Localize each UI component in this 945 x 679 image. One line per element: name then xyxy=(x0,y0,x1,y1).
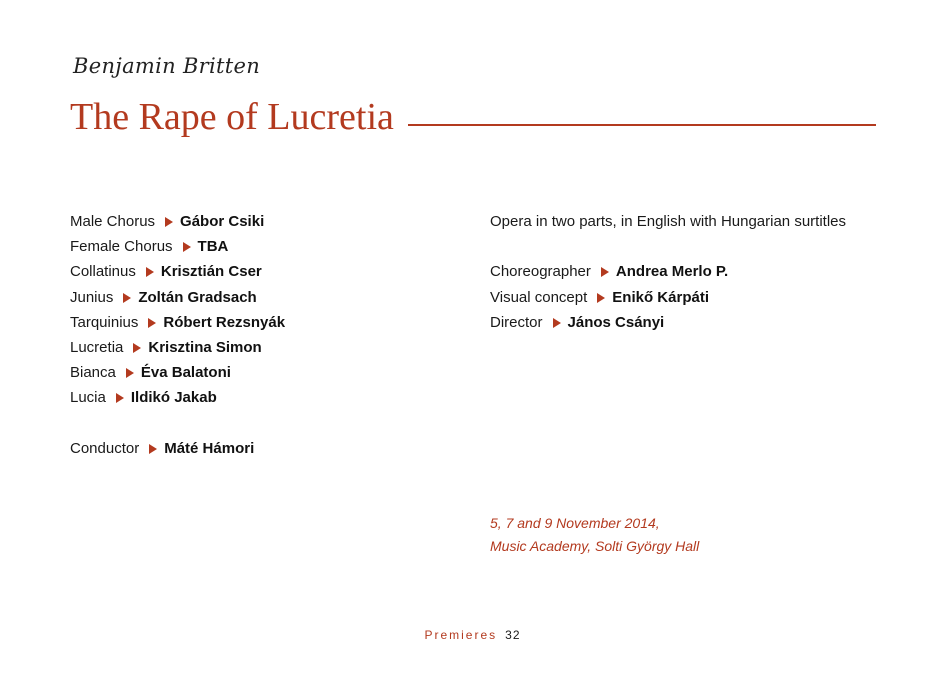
arrow-right-icon xyxy=(553,318,561,328)
conductor-role: Conductor xyxy=(70,439,140,457)
cast-role: Junius xyxy=(70,288,114,306)
cast-row xyxy=(70,385,285,410)
cast-role: Collatinus xyxy=(70,263,136,281)
page-number: 32 xyxy=(505,628,521,642)
page-title: The Rape of Lucretia xyxy=(70,96,394,138)
cast-name: Ildikó Jakab xyxy=(130,389,217,407)
credit-name: Enikő Kárpáti xyxy=(612,288,709,306)
production-credits xyxy=(490,209,846,335)
credit-role: Visual concept xyxy=(490,288,588,306)
conductor-row xyxy=(70,436,285,461)
credit-role: Choreographer xyxy=(490,263,591,281)
cast-row xyxy=(70,310,285,335)
title-row xyxy=(70,90,876,140)
arrow-right-icon xyxy=(601,267,609,277)
credit-row xyxy=(490,285,846,310)
arrow-right-icon xyxy=(126,368,134,378)
production-description: Opera in two parts, in English with Hungarian surtitles xyxy=(490,213,847,230)
arrow-right-icon xyxy=(123,293,131,303)
composer-name: Benjamin Britten xyxy=(73,54,261,78)
cast-role: Female Chorus xyxy=(70,238,173,256)
cast-row xyxy=(70,209,285,234)
cast-role: Tarquinius xyxy=(70,313,139,331)
performance-dates: 5, 7 and 9 November 2014, xyxy=(490,515,660,531)
cast-row xyxy=(70,285,285,310)
cast-list xyxy=(70,209,285,461)
footer-section: Premieres xyxy=(424,628,498,642)
spacer xyxy=(70,411,285,436)
cast-name: Gábor Csiki xyxy=(180,213,265,230)
cast-row xyxy=(70,234,285,259)
cast-name: Krisztián Cser xyxy=(160,263,262,281)
arrow-right-icon xyxy=(165,217,173,227)
arrow-right-icon xyxy=(146,267,154,277)
cast-row xyxy=(70,360,285,385)
conductor-name: Máté Hámori xyxy=(164,439,255,457)
cast-row xyxy=(70,335,285,360)
performance-venue: Music Academy, Solti György Hall xyxy=(490,538,700,554)
cast-name: Éva Balatoni xyxy=(140,364,231,382)
credit-name: Andrea Merlo P. xyxy=(615,263,729,281)
credit-role: Director xyxy=(490,313,543,331)
arrow-right-icon xyxy=(597,293,605,303)
arrow-right-icon xyxy=(148,318,156,328)
cast-name: TBA xyxy=(197,238,229,256)
arrow-right-icon xyxy=(149,444,157,454)
cast-name: Krisztina Simon xyxy=(148,338,262,356)
page-footer xyxy=(0,626,945,644)
credit-name: János Csányi xyxy=(567,313,665,331)
arrow-right-icon xyxy=(116,393,124,403)
arrow-right-icon xyxy=(133,343,141,353)
cast-role: Bianca xyxy=(70,364,116,382)
cast-role: Male Chorus xyxy=(70,213,156,230)
spacer xyxy=(490,234,846,259)
cast-role: Lucretia xyxy=(70,338,124,356)
performance-info xyxy=(490,512,699,558)
title-rule xyxy=(408,124,876,126)
credit-row xyxy=(490,259,846,284)
cast-name: Róbert Rezsnyák xyxy=(163,313,286,331)
cast-role: Lucia xyxy=(70,389,106,407)
cast-row xyxy=(70,259,285,284)
credit-row xyxy=(490,310,846,335)
arrow-right-icon xyxy=(183,242,191,252)
cast-name: Zoltán Gradsach xyxy=(138,288,257,306)
